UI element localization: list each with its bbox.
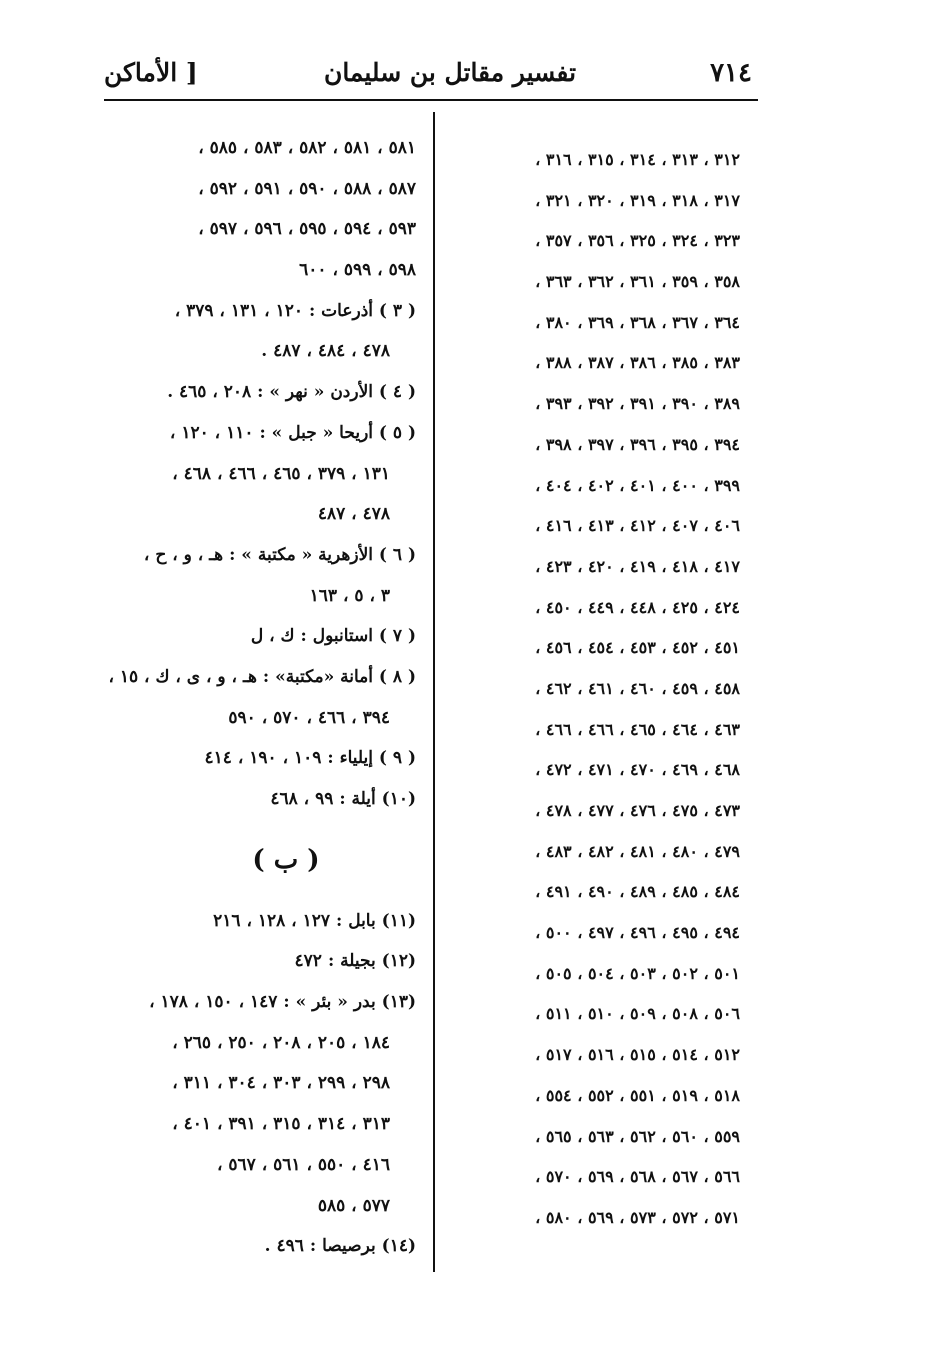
page-ref-line: ٥٠١ ، ٥٠٢ ، ٥٠٣ ، ٥٠٤ ، ٥٠٥ ،	[535, 963, 740, 983]
entry-pages: هـ ، و ، ح ،	[143, 544, 224, 565]
header-rule	[104, 99, 758, 101]
page-ref-line: ٤٧٣ ، ٤٧٥ ، ٤٧٦ ، ٤٧٧ ، ٤٧٨ ،	[535, 801, 740, 820]
entry-continuation: ١٨٤ ، ٢٠٥ ، ٢٠٨ ، ٢٥٠ ، ٢٦٥ ،	[172, 1032, 390, 1053]
entry-label: (١٣) بدر « بئر » :	[283, 992, 416, 1013]
section-title: [ الأماكن	[104, 58, 198, 87]
entry-pages: ١٢٧ ، ١٢٨ ، ٢١٦	[213, 910, 330, 931]
column-divider	[433, 112, 435, 1272]
page-ref-line: ٣٥٨ ، ٣٥٩ ، ٣٦١ ، ٣٦٢ ، ٣٦٣ ،	[535, 272, 740, 292]
page-ref-line: ٥٨١ ، ٥٨١ ، ٥٨٢ ، ٥٨٣ ، ٥٨٥ ،	[198, 138, 416, 158]
page-ref-line: ٣٨٣ ، ٣٨٥ ، ٣٨٦ ، ٣٨٧ ، ٣٨٨ ،	[535, 353, 740, 373]
book-title: تفسير مقاتل بن سليمان	[323, 58, 577, 87]
entry-pages: ١٢٠ ، ١٣١ ، ٣٧٩ ،	[174, 300, 303, 321]
entry-continuation: ٣١٣ ، ٣١٤ ، ٣١٥ ، ٣٩١ ، ٤٠١ ،	[172, 1114, 390, 1135]
page-ref-line: ٤٧٩ ، ٤٨٠ ، ٤٨١ ، ٤٨٢ ، ٤٨٣ ،	[535, 841, 740, 861]
page-ref-line: ٤٦٣ ، ٤٦٤ ، ٤٦٥ ، ٤٦٦ ، ٤٦٦ ،	[535, 719, 740, 739]
entry-continuation: ٤٧٨ ، ٤٨٤ ، ٤٨٧ .	[261, 341, 390, 362]
entry-pages: ١١٠ ، ١٢٠ ،	[169, 422, 254, 443]
entry-pages: ١٤٧ ، ١٥٠ ، ١٧٨ ،	[149, 992, 278, 1013]
index-entry	[100, 372, 416, 413]
page-ref-line: ٤١٧ ، ٤١٨ ، ٤١٩ ، ٤٢٠ ، ٤٢٣ ،	[535, 556, 740, 576]
page-number: ٧١٤	[710, 58, 752, 88]
index-entry	[100, 941, 416, 982]
entry-continuation: ٤٧٨ ، ٤٨٧	[317, 504, 390, 525]
entry-continuation: ١٣١ ، ٣٧٩ ، ٤٦٥ ، ٤٦٦ ، ٤٦٨ ،	[172, 463, 390, 484]
page-ref-line: ٣٩٤ ، ٣٩٥ ، ٣٩٦ ، ٣٩٧ ، ٣٩٨ ،	[535, 434, 740, 454]
entry-label: (١٤) برصيصا :	[309, 1236, 416, 1257]
page-ref-line: ٥٦٦ ، ٥٦٧ ، ٥٦٨ ، ٥٦٩ ، ٥٧٠ ،	[535, 1167, 740, 1187]
entry-label: ( ٣ ) أذرعات :	[308, 300, 416, 321]
index-entry	[100, 982, 416, 1023]
page-ref-line: ٣٦٤ ، ٣٦٧ ، ٣٦٨ ، ٣٦٩ ، ٣٨٠ ،	[535, 312, 740, 332]
page-ref-line: ٤٠٦ ، ٤٠٧ ، ٤١٢ ، ٤١٣ ، ٤١٦ ،	[535, 516, 740, 536]
section-letter-heading: ( ب )	[252, 844, 320, 875]
entry-pages: ٢٠٨ ، ٤٦٥ .	[167, 382, 252, 403]
entry-label: (١١) بابل :	[336, 910, 416, 931]
entry-pages: ١٠٩ ، ١٩٠ ، ٤١٤	[204, 748, 322, 769]
index-entry	[100, 413, 416, 454]
page-ref-line: ٤٩٤ ، ٤٩٥ ، ٤٩٦ ، ٤٩٧ ، ٥٠٠ ،	[535, 923, 740, 943]
page-ref-line: ٤٨٤ ، ٤٨٥ ، ٤٨٩ ، ٤٩٠ ، ٤٩١ ،	[535, 882, 740, 902]
entry-label: ( ٧ ) استانبول :	[300, 626, 416, 647]
entry-label: ( ٩ ) إيلياء :	[327, 748, 416, 769]
page-ref-line: ٥٠٦ ، ٥٠٨ ، ٥٠٩ ، ٥١٠ ، ٥١١ ،	[535, 1004, 740, 1024]
page-ref-line: ٥٩٨ ، ٥٩٩ ، ٦٠٠	[299, 260, 416, 281]
entry-pages: ٤٧٢	[294, 951, 322, 972]
entry-label: ( ٤ ) الأردن « نهر » :	[257, 382, 416, 403]
page-ref-line: ٣١٢ ، ٣١٣ ، ٣١٤ ، ٣١٥ ، ٣١٦ ،	[535, 150, 740, 169]
entry-continuation: ٣ ، ٥ ، ١٦٣	[309, 585, 390, 606]
page-ref-line: ٤٢٤ ، ٤٢٥ ، ٤٤٨ ، ٤٤٩ ، ٤٥٠ ،	[535, 597, 740, 617]
entry-label: ( ٦ ) الأزهرية « مكتبة » :	[229, 544, 416, 565]
index-entry	[100, 901, 416, 942]
entry-continuation: ٣٩٤ ، ٤٦٦ ، ٥٧٠ ، ٥٩٠	[228, 707, 390, 728]
page-ref-line: ٥٩٣ ، ٥٩٤ ، ٥٩٥ ، ٥٩٦ ، ٥٩٧ ،	[198, 219, 416, 240]
page-ref-line: ٥١٨ ، ٥١٩ ، ٥٥١ ، ٥٥٢ ، ٥٥٤ ،	[535, 1085, 740, 1105]
page-ref-line: ٤٥٨ ، ٤٥٩ ، ٤٦٠ ، ٤٦١ ، ٤٦٢ ،	[535, 678, 740, 698]
page-header	[100, 58, 760, 96]
page-ref-line: ٤٥١ ، ٤٥٢ ، ٤٥٣ ، ٤٥٤ ، ٤٥٦ ،	[535, 638, 740, 658]
page-ref-line: ٥٨٧ ، ٥٨٨ ، ٥٩٠ ، ٥٩١ ، ٥٩٢ ،	[198, 178, 416, 199]
entry-label: (١٢) بجيلة :	[327, 951, 416, 972]
page-ref-line: ٣١٧ ، ٣١٨ ، ٣١٩ ، ٣٢٠ ، ٣٢١ ،	[535, 190, 740, 210]
left-column	[100, 128, 416, 1267]
right-column	[450, 140, 740, 1239]
entry-label: ( ٥ ) أريحا « جبل » :	[259, 422, 416, 443]
index-entry	[100, 291, 416, 332]
page-ref-line: ٣٨٩ ، ٣٩٠ ، ٣٩١ ، ٣٩٢ ، ٣٩٣ ،	[535, 394, 740, 414]
index-entry	[100, 616, 416, 657]
entry-label: (١٠) أيلة :	[339, 789, 416, 809]
index-entry	[100, 657, 416, 698]
entry-pages: ٤٩٦ .	[264, 1236, 304, 1257]
entry-pages: ك ، ل	[250, 626, 295, 647]
entry-label: ( ٨ ) أمانة «مكتبة» :	[262, 666, 416, 687]
entry-continuation: ٤١٦ ، ٥٥٠ ، ٥٦١ ، ٥٦٧ ،	[216, 1154, 390, 1175]
entry-pages: ٩٩ ، ٤٦٨	[270, 789, 334, 809]
index-entry	[100, 779, 416, 820]
page-ref-line: ٣٩٩ ، ٤٠٠ ، ٤٠١ ، ٤٠٢ ، ٤٠٤ ،	[535, 475, 740, 495]
index-entry	[100, 1226, 416, 1267]
page-ref-line: ٤٦٨ ، ٤٦٩ ، ٤٧٠ ، ٤٧١ ، ٤٧٢ ،	[535, 760, 740, 780]
page-ref-line: ٣٢٣ ، ٣٢٤ ، ٣٢٥ ، ٣٥٦ ، ٣٥٧ ،	[535, 231, 740, 251]
entry-pages: هـ ، و ، ى ، ك ، ١٥ ،	[108, 666, 257, 687]
index-entry	[100, 738, 416, 779]
entry-continuation: ٢٩٨ ، ٢٩٩ ، ٣٠٣ ، ٣٠٤ ، ٣١١ ،	[172, 1073, 390, 1094]
entry-continuation: ٥٧٧ ، ٥٨٥	[317, 1195, 390, 1216]
page-ref-line: ٥٧١ ، ٥٧٢ ، ٥٧٣ ، ٥٦٩ ، ٥٨٠ ،	[535, 1207, 740, 1227]
page-ref-line: ٥١٢ ، ٥١٤ ، ٥١٥ ، ٥١٦ ، ٥١٧ ،	[535, 1045, 740, 1065]
index-entry	[100, 535, 416, 576]
page-ref-line: ٥٥٩ ، ٥٦٠ ، ٥٦٢ ، ٥٦٣ ، ٥٦٥ ،	[535, 1126, 740, 1146]
